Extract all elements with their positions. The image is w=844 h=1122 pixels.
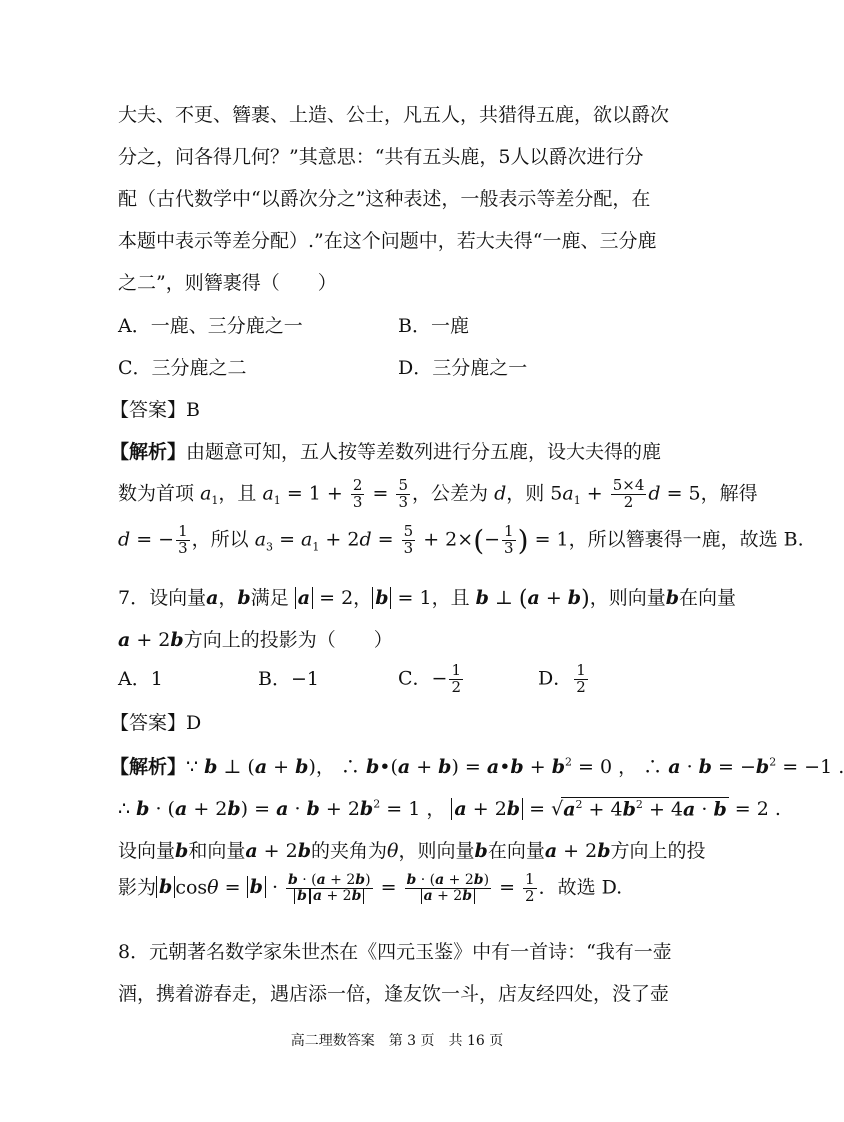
answer-label: 【答案】D [110, 712, 202, 734]
question-7-stem: 7．设向量a，b满足 a = 2， b = 1，且 b ⊥ (a + b)，则向量b在向量 [118, 586, 737, 612]
option-d: D．三分鹿之一 [398, 357, 528, 379]
analysis-math-line: 设向量b和向量a + 2b的夹角为θ，则向量b在向量a + 2b方向上的投 [118, 840, 706, 862]
text-line: 之二”，则簪裹得（ ） [118, 272, 337, 294]
analysis-math-line: ∴ $b \cdot (a + 2b) = a \cdot b + 2b^2 = 1$ ， $a + 2b = √a^2 + 4b^2 + 4a \cdot b = 2$ . [118, 797, 781, 820]
analysis-label: 【解析】 [110, 441, 187, 463]
option-c: C．− $\frac{1}{2}$ [398, 661, 462, 696]
text-line: 分之，问各得几何？”其意思：“共有五头鹿，5人以爵次进行分 [118, 146, 644, 168]
analysis-math-line: 【解析】∵ b ⊥ (a + b)， ∴ b•(a + b) = a•b + $b^2 = 0$ ， ∴ $a \cdot b = -b^2 = -1$ . [110, 755, 844, 778]
option-d: D． $\frac{1}{2}$ [538, 661, 586, 696]
question-8-stem: 8．元朝著名数学家朱世杰在《四元玉鉴》中有一首诗：“我有一壶 [118, 941, 672, 963]
text-line: 配（古代数学中“以爵次分之”这种表述，一般表示等差分配，在 [118, 188, 651, 210]
question-7-stem: a + 2b方向上的投影为（ ） [118, 629, 393, 651]
option-a: A．一鹿、三分鹿之一 [118, 315, 303, 337]
analysis-text: 由题意可知，五人按等差数列进行分五鹿，设大夫得的鹿 [186, 441, 662, 463]
option-b: B．一鹿 [398, 315, 469, 337]
option-a: A．1 [118, 668, 163, 690]
analysis-math-line: 数为首项 $a_1$，且 $a_1 = 1$ + $\frac{2}{3}$ = $\frac{5}{3}$ ，公差为 d，则 $5a_1$ + $\frac{5\times 4}{2}$ d = 5，解得 [118, 476, 758, 511]
page-footer: 高二理数答案 第 3 页 共 16 页 [290, 1033, 504, 1049]
answer-label: 【答案】B [110, 399, 200, 421]
option-c: C．三分鹿之二 [118, 357, 247, 379]
text-line: 大夫、不更、簪裹、上造、公士，凡五人，共猎得五鹿，欲以爵次 [118, 104, 670, 126]
analysis-line [110, 440, 661, 465]
analysis-math-line: 影为 b cosθ = b · $\frac{b \cdot (a + 2b)}{\text{b a + 2b}}$ = $\frac{b \cdot (a + 2b)}{a + 2b}$ = $\frac{1}{2}$ ．故选 D. [118, 870, 623, 905]
question-8-stem: 酒，携着游春走，遇店添一倍，逢友饮一斗，店友经四处，没了壶 [118, 983, 670, 1005]
analysis-math-line: d = − $\frac{1}{3}$ ，所以 $a_3 = a_1 + 2d$ = $\frac{5}{3}$ + 2×(− $\frac{1}{3}$ ) = 1，所以簪裹得一鹿，故选 B. [118, 522, 804, 557]
option-b: B．−1 [258, 668, 319, 690]
text-line: 本题中表示等差分配）.”在这个问题中，若大夫得“一鹿、三分鹿 [118, 230, 657, 252]
